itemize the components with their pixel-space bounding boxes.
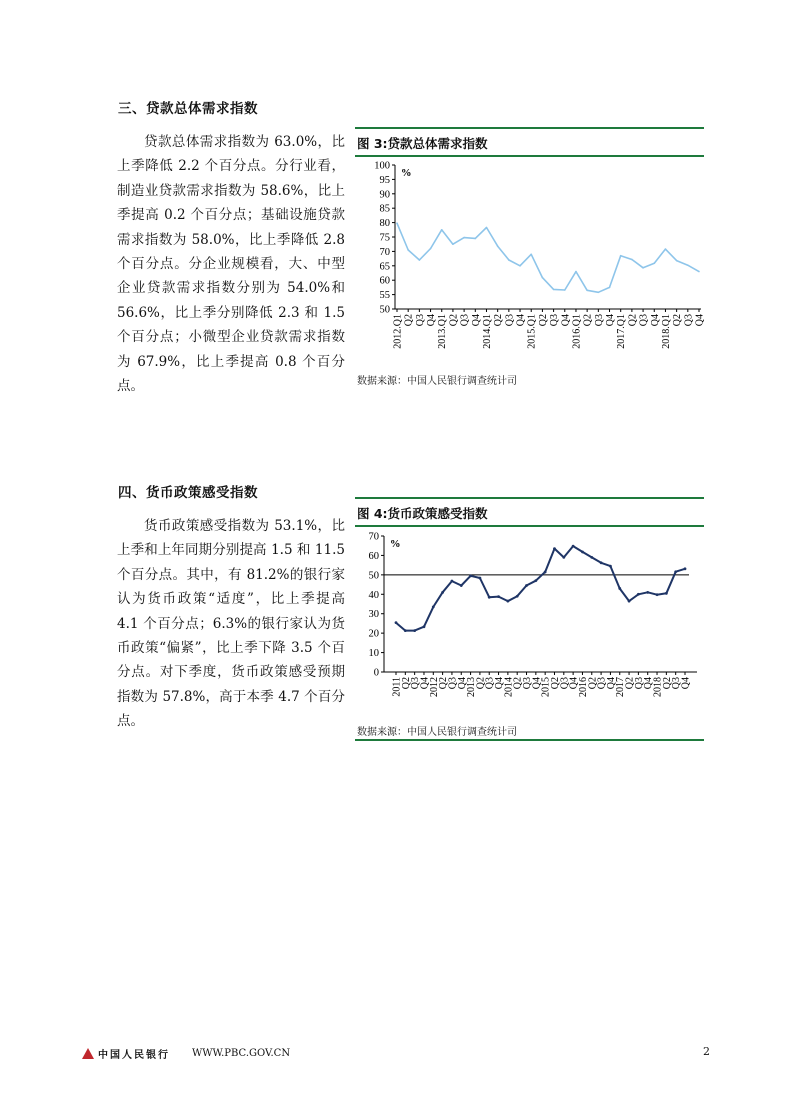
y-tick-label: 90 (379, 189, 390, 201)
data-point (684, 567, 687, 570)
y-tick-label: 60 (368, 550, 379, 562)
data-point (642, 267, 644, 269)
x-tick-label: Q4 (560, 314, 572, 327)
figure4-source: 数据来源：中国人民银行调查统计司 (357, 727, 517, 738)
figure4-panel (355, 497, 704, 741)
y-tick-label: 55 (379, 290, 390, 302)
data-point (609, 287, 611, 289)
data-point (508, 259, 510, 261)
data-point (423, 625, 426, 628)
x-tick-label: Q3 (638, 314, 650, 327)
data-point (413, 629, 416, 632)
x-tick-label: Q4 (470, 314, 482, 327)
x-tick-label: Q2 (549, 677, 561, 690)
data-point (590, 556, 593, 559)
data-point (631, 259, 633, 261)
data-point (395, 621, 398, 624)
x-tick-label: Q3 (410, 677, 422, 690)
figure3-source: 数据来源：中国人民银行调查统计司 (357, 376, 517, 387)
y-tick-label: 95 (379, 174, 390, 186)
figure4-bottom-rule (355, 739, 704, 741)
x-tick-label: Q2 (512, 677, 524, 690)
data-point (404, 629, 407, 632)
y-tick-label: 70 (368, 531, 379, 543)
data-point (488, 596, 491, 599)
x-tick-label: Q3 (522, 677, 534, 690)
data-point (479, 577, 482, 580)
x-tick-label: 2015 (540, 677, 552, 697)
y-tick-label: 75 (379, 232, 390, 244)
unit-label: % (401, 168, 412, 179)
x-tick-label: Q4 (643, 677, 655, 690)
data-point (646, 591, 649, 594)
y-tick-label: 50 (368, 570, 379, 582)
x-tick-label: Q2 (672, 314, 684, 327)
y-tick-label: 100 (374, 160, 390, 172)
data-point (542, 277, 544, 279)
x-tick-label: Q3 (683, 314, 695, 327)
data-point (637, 593, 640, 596)
x-tick-label: Q4 (515, 314, 527, 327)
x-tick-label: Q4 (456, 677, 468, 690)
y-tick-label: 0 (373, 667, 379, 679)
data-point (581, 551, 584, 554)
y-tick-label: 60 (379, 275, 390, 287)
data-point (553, 547, 556, 550)
y-tick-label: 50 (379, 304, 390, 316)
x-tick-label: Q4 (694, 314, 706, 327)
data-point (534, 579, 537, 582)
figure3-top-rule (355, 127, 704, 129)
x-tick-label: Q2 (661, 677, 673, 690)
data-point (441, 591, 444, 594)
x-tick-label: Q3 (447, 677, 459, 690)
x-tick-label: Q4 (649, 314, 661, 327)
x-tick-label: Q2 (403, 314, 415, 327)
data-point (586, 289, 588, 291)
y-tick-label: 30 (368, 609, 379, 621)
data-point (441, 229, 443, 231)
y-tick-label: 70 (379, 246, 390, 258)
pbc-logo-icon (82, 1048, 94, 1059)
x-tick-label: 2012.Q1 (392, 314, 404, 349)
x-tick-label: Q2 (582, 314, 594, 327)
x-tick-label: Q2 (493, 314, 505, 327)
data-point (656, 593, 659, 596)
data-point (451, 580, 454, 583)
series-line (396, 546, 685, 631)
data-point (665, 248, 667, 250)
x-tick-label: 2012 (428, 677, 440, 697)
x-tick-label: Q3 (633, 677, 645, 690)
y-tick-label: 85 (379, 203, 390, 215)
x-tick-label: 2011 (391, 677, 403, 697)
data-point (698, 271, 700, 273)
data-point (530, 253, 532, 255)
data-point (628, 600, 631, 603)
data-point (474, 238, 476, 240)
figure3-title: 图 3:贷款总体需求指数 (357, 136, 488, 151)
bank-name: 中国人民银行 (98, 1050, 170, 1061)
data-point (544, 571, 547, 574)
series-line (397, 223, 699, 292)
data-point (653, 262, 655, 264)
figure4-chart (355, 527, 704, 721)
data-point (506, 600, 509, 603)
data-point (432, 606, 435, 609)
x-tick-label: Q4 (531, 677, 543, 690)
data-point (460, 584, 463, 587)
data-point (687, 264, 689, 266)
data-point (564, 289, 566, 291)
data-point (525, 584, 528, 587)
x-tick-label: 2013.Q1 (437, 314, 449, 349)
data-point (620, 255, 622, 257)
x-tick-label: Q2 (475, 677, 487, 690)
figure3-chart (355, 157, 704, 369)
x-tick-label: Q4 (680, 677, 692, 690)
data-point (598, 291, 600, 293)
section3-paragraph: 贷款总体需求指数为 63.0%，比上季降低 2.2 个百分点。分行业看，制造业贷款需求指数为 58.6%，比上季提高 0.2 个百分点；基础设施贷款需求指数为 58.0%，比上季降低 2.8 个百分点。分企业规模看，大、中型企业贷款需求指数分别为 54.0%和 56.6%，比上季分别降低 2.3 和 1.5 个百分点；小微型企业贷款需求指数为 67.9%，比上季提高 0.8 个百分点。 (117, 134, 345, 395)
data-point (452, 243, 454, 245)
data-point (486, 227, 488, 229)
x-tick-label: Q2 (624, 677, 636, 690)
x-tick-label: Q3 (671, 677, 683, 690)
y-tick-label: 20 (368, 628, 379, 640)
data-point (463, 237, 465, 239)
data-point (396, 222, 398, 224)
footer (82, 1046, 290, 1061)
x-tick-label: 2013 (466, 677, 478, 697)
y-tick-label: 10 (368, 648, 379, 660)
x-tick-label: 2016.Q1 (571, 314, 583, 349)
x-tick-label: Q3 (549, 314, 561, 327)
figure3-panel (355, 127, 704, 389)
x-tick-label: Q3 (414, 314, 426, 327)
data-point (665, 592, 668, 595)
data-point (600, 561, 603, 564)
section4-heading: 四、货币政策感受指数 (118, 485, 258, 501)
x-tick-label: 2016 (577, 677, 589, 697)
data-point (419, 259, 421, 261)
x-tick-label: Q2 (587, 677, 599, 690)
x-tick-label: 2017.Q1 (616, 314, 628, 349)
x-tick-label: Q4 (605, 314, 617, 327)
y-tick-label: 40 (368, 589, 379, 601)
x-tick-label: Q2 (438, 677, 450, 690)
x-tick-label: Q2 (448, 314, 460, 327)
data-point (572, 545, 575, 548)
x-tick-label: Q3 (504, 314, 516, 327)
unit-label: % (390, 539, 401, 550)
x-tick-label: 2015.Q1 (526, 314, 538, 349)
x-tick-label: Q3 (593, 314, 605, 327)
page-number: 2 (703, 1045, 710, 1058)
x-tick-label: 2014 (503, 677, 515, 697)
data-point (676, 260, 678, 262)
x-tick-label: Q3 (596, 677, 608, 690)
data-point (469, 574, 472, 577)
x-tick-label: Q3 (559, 677, 571, 690)
x-tick-label: Q3 (459, 314, 471, 327)
x-tick-label: Q4 (605, 677, 617, 690)
x-tick-label: 2017 (615, 677, 627, 697)
data-point (609, 565, 612, 568)
x-tick-label: Q4 (494, 677, 506, 690)
x-tick-label: 2014.Q1 (481, 314, 493, 349)
figure4-top-rule (355, 497, 704, 499)
x-tick-label: Q2 (400, 677, 412, 690)
data-point (497, 595, 500, 598)
section4-paragraph: 货币政策感受指数为 53.1%，比上季和上年同期分别提高 1.5 和 11.5 个百分点。其中，有 81.2%的银行家认为货币政策“适度”，比上季提高 4.1 个百分点；6.3%的银行家认为货币政策“偏紧”，比上季下降 3.5 个百分点。对下季度，货币政策感受预期指数为 57.8%，高于本季 4.7 个百分点。 (117, 518, 345, 730)
x-tick-label: Q4 (426, 314, 438, 327)
data-point (674, 570, 677, 573)
footer-url[interactable]: WWW.PBC.GOV.CN (192, 1048, 291, 1059)
y-tick-label: 65 (379, 261, 390, 273)
data-point (407, 249, 409, 251)
x-tick-label: Q3 (484, 677, 496, 690)
x-tick-label: Q2 (627, 314, 639, 327)
x-tick-label: 2018.Q1 (660, 314, 672, 349)
data-point (519, 265, 521, 267)
data-point (497, 245, 499, 247)
data-point (575, 271, 577, 273)
data-point (553, 289, 555, 291)
figure4-title: 图 4:货币政策感受指数 (357, 506, 488, 521)
x-tick-label: Q4 (419, 677, 431, 690)
x-tick-label: Q2 (537, 314, 549, 327)
data-point (562, 556, 565, 559)
y-tick-label: 80 (379, 218, 390, 230)
x-tick-label: Q4 (568, 677, 580, 690)
x-tick-label: 2018 (652, 677, 664, 697)
data-point (618, 587, 621, 590)
data-point (516, 595, 519, 598)
data-point (430, 248, 432, 250)
section3-heading: 三、贷款总体需求指数 (118, 101, 258, 117)
